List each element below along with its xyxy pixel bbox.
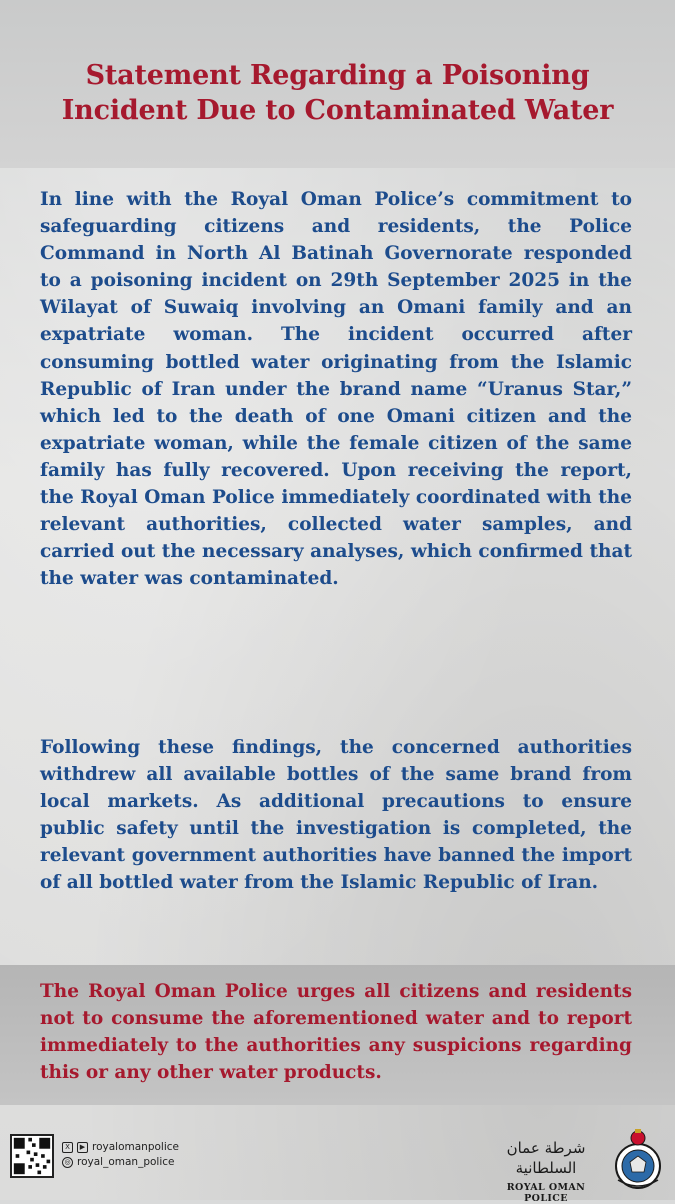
qr-code-icon[interactable] xyxy=(10,1134,54,1178)
police-wordmark xyxy=(490,1138,602,1204)
title-line-2: Incident Due to Contaminated Water xyxy=(61,95,614,126)
title-line-1: Statement Regarding a Poisoning xyxy=(85,60,590,91)
social-handles xyxy=(62,1140,179,1170)
paragraph-1: In line with the Royal Oman Police’s commitment to safeguarding citizens and residents, the Police Command in North Al Batinah Governorate responded to a poisoning incident on 29th September 2025 in the Wilayat of Suwaiq involving an Omani family and an expatriate woman. The incident occurred after consuming bottled water originating from the Islamic Republic of Iran under the brand name “Uranus Star,” which led to the death of one Omani citizen and the expatriate woman, while the female citizen of the same family has fully recovered. Upon receiving the report, the Royal Oman Police immediately coordinated with the relevant authorities, collected water samples, and carried out the necessary analyses, which confirmed that the water was contaminated. xyxy=(40,189,632,590)
statement-title xyxy=(0,58,675,128)
instagram-icon[interactable]: ◎ xyxy=(62,1157,73,1168)
x-icon[interactable]: X xyxy=(62,1142,73,1153)
alert-text: The Royal Oman Police urges all citizens and residents not to consume the aforementioned water and to report immediately to the authorities any suspicions regarding this or any other water products. xyxy=(40,981,632,1084)
handle-x-youtube[interactable]: royalomanpolice xyxy=(92,1141,179,1153)
paragraph-2: Following these findings, the concerned authorities withdrew all available bottles of the same brand from local markets. As additional precautions to ensure public safety until the investigation is completed, the relevant government authorities have banned the import of all bottled water from the Islamic Republic of Iran. xyxy=(40,737,632,894)
wordmark-arabic: شرطة عمان السلطانية xyxy=(506,1139,586,1177)
youtube-icon[interactable]: ▶ xyxy=(77,1142,88,1153)
police-emblem-icon xyxy=(610,1126,666,1192)
handle-instagram[interactable]: royal_oman_police xyxy=(77,1156,175,1168)
footer xyxy=(0,1120,675,1204)
wordmark-english: ROYAL OMAN POLICE xyxy=(506,1182,586,1204)
